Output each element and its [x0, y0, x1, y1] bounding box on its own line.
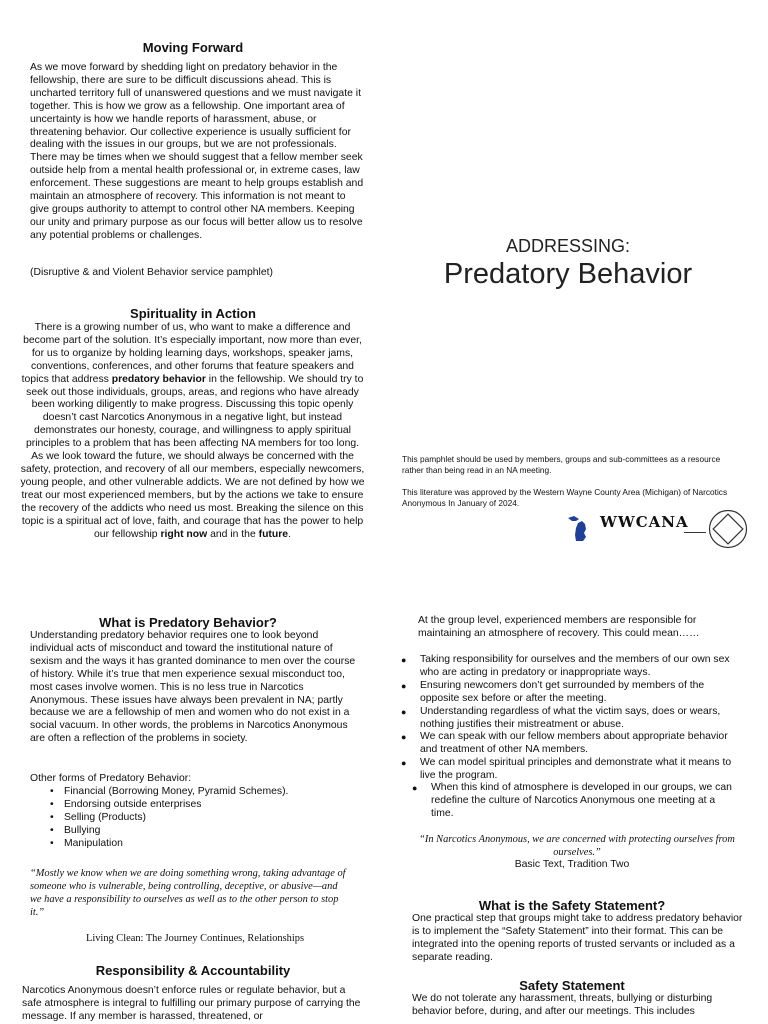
list-item: ● We can model spiritual principles and demonstrate what it means to live the program. [401, 757, 736, 783]
cover-title: Predatory Behavior [443, 258, 693, 290]
na-service-symbol-icon [708, 509, 748, 549]
cover-approval-note: This literature was approved by the Western Wayne County Area (Michigan) of Narcotics Anonymous In January of 2024. [402, 487, 728, 508]
safety-question-heading: What is the Safety Statement? [478, 898, 666, 913]
cover-pre-title: ADDRESSING: [505, 236, 631, 256]
responsibility-heading: Responsibility & Accountability [95, 963, 291, 978]
group-level-list [401, 654, 736, 783]
spirituality-heading: Spirituality in Action [130, 306, 256, 321]
list-item: • Financial (Borrowing Money, Pyramid Schemes). [50, 786, 350, 799]
list-item: ● When this kind of atmosphere is developed in our groups, we can redefine the culture of Narcotics Anonymous one meeting at a time. [412, 782, 738, 821]
other-forms-label: Other forms of Predatory Behavior: [30, 773, 192, 784]
safety-question-body: One practical step that groups might take to address predatory behavior is to implement the “Safety Statement” into their format. This can be integrated into the opening reports of trusted servants or included as a separate reading. [412, 913, 743, 963]
safety-statement-body: We do not tolerate any harassment, threats, bullying or disturbing behavior before, during, and after our meetings. This includes [412, 993, 713, 1017]
spirituality-text-3: and in the [207, 528, 259, 540]
michigan-map-icon [567, 514, 591, 542]
spirituality-bold-3: future [258, 528, 289, 540]
spirituality-bold-1: predatory behavior [111, 373, 206, 385]
basic-text-quote: “In Narcotics Anonymous, we are concerned with protecting ourselves from ourselves.” [419, 834, 735, 858]
list-item: • Bullying [50, 825, 350, 838]
list-item: ● We can speak with our fellow members about appropriate behavior and treatment of other NA members. [401, 731, 736, 757]
group-level-intro: At the group level, experienced members are responsible for maintaining an atmosphere of recovery. This could mean…… [418, 615, 700, 639]
spirituality-bold-2: right now [160, 528, 208, 540]
list-item: • Endorsing outside enterprises [50, 799, 350, 812]
what-is-body: Understanding predatory behavior requires one to look beyond individual acts of misconduct and toward the institutional nature of sexism and the ways it has granted dominance to men over the course of history. While it’s true that men experience sexual misconduct too, most cases involve women. This is no less true in Narcotics Anonymous. These issues have always been prevalent in NA; partly because we are a fellowship of men and women who do not exist in a social vacuum. In other words, the problems in Narcotics Anonymous are often a reflection of the problems in society. [30, 630, 356, 745]
group-level-sub-list [412, 782, 738, 821]
spirituality-text-2: in the fellowship. We should try to seek out those individuals, groups, areas, and regions who have already been working diligently to make progress. Discussing this topic openly doesn’t cast Narcotics Anonymous in a negative light, but instead demonstrates our honesty, courage, and willingness to apply spiritual principles to a problem that has been affecting NA members for too long. As we look toward the future, we should always be concerned with the safety, protection, and recovery of all our members, especially newcomers, young people, and other vulnerable addicts. We are not defined by how we treat our most experienced members, but by the actions we take to ensure the recovery of the addicts who need us most. Breaking the silence on this topic is a spiritual act of love, faith, and courage that has the power to help our fellowship [20, 373, 365, 540]
safety-statement-heading: Safety Statement [519, 978, 625, 993]
other-forms-list [50, 786, 350, 851]
spirituality-text-1: There is a growing number of us, who want to make a difference and become part of the solution. It’s especially important, now more than ever, for us to organize by holding learning days, workshops, speaker jams, conventions, conferences, and other forums that feature speakers and topics that address [21, 322, 362, 385]
list-item: • Manipulation [50, 838, 350, 851]
spirituality-body [20, 322, 365, 541]
list-item: ● Understanding regardless of what the victim says, does or wears, nothing justifies their mistreatment or abuse. [401, 706, 736, 732]
cover-usage-note: This pamphlet should be used by members, groups and sub-committees as a resource rather than being read in an NA meeting. [402, 454, 721, 475]
list-item: ● Taking responsibility for ourselves and the members of our own sex who are acting in predatory or inappropriate ways. [401, 654, 736, 680]
moving-forward-heading: Moving Forward [142, 40, 244, 55]
moving-forward-body: As we move forward by shedding light on predatory behavior in the fellowship, there are sure to be difficult discussions ahead. This is uncharted territory full of unanswered questions and we must navigate it together. This is how we grow as a fellowship. One important area of uncertainty is how we handle reports of harassment, abuse, or threatening behavior. Our collective experience is usually sufficient for dealing with the issues in our groups, but we are not professionals. There may be times when we should suggest that a fellow member seek outside help from a mental health professional or, in extreme cases, law enforcement. These suggestions are meant to help groups establish and maintain an atmosphere of recovery. This information is not meant to give groups authority to attempt to control other NA members. Keeping our unity and primary purpose as our focus will better allow us to resolve any potential problems or challenges. [30, 62, 364, 241]
moving-forward-citation: (Disruptive & and Violent Behavior service pamphlet) [30, 267, 273, 278]
living-clean-quote: “Mostly we know when we are doing something wrong, taking advantage of someone who is vulnerable, being controlling, deceptive, or abusive—and we have a responsibility to ourselves as well as to the other person to stop it.” [30, 868, 346, 918]
list-item: • Selling (Products) [50, 812, 350, 825]
spirituality-text-4: . [288, 528, 291, 540]
responsibility-body: Narcotics Anonymous doesn’t enforce rules or regulate behavior, but a safe atmosphere is integral to fulfilling our primary purpose of carrying the message. If any member is harassed, threatened, or [22, 985, 361, 1022]
wwcana-logo-text: WWCANA [600, 513, 689, 531]
list-item: ● Ensuring newcomers don’t get surrounded by members of the opposite sex before or after the meeting. [401, 680, 736, 706]
what-is-heading: What is Predatory Behavior? [99, 615, 277, 630]
living-clean-source: Living Clean: The Journey Continues, Relationships [86, 933, 304, 944]
logo-rule [684, 532, 706, 533]
basic-text-source: Basic Text, Tradition Two [514, 859, 630, 870]
